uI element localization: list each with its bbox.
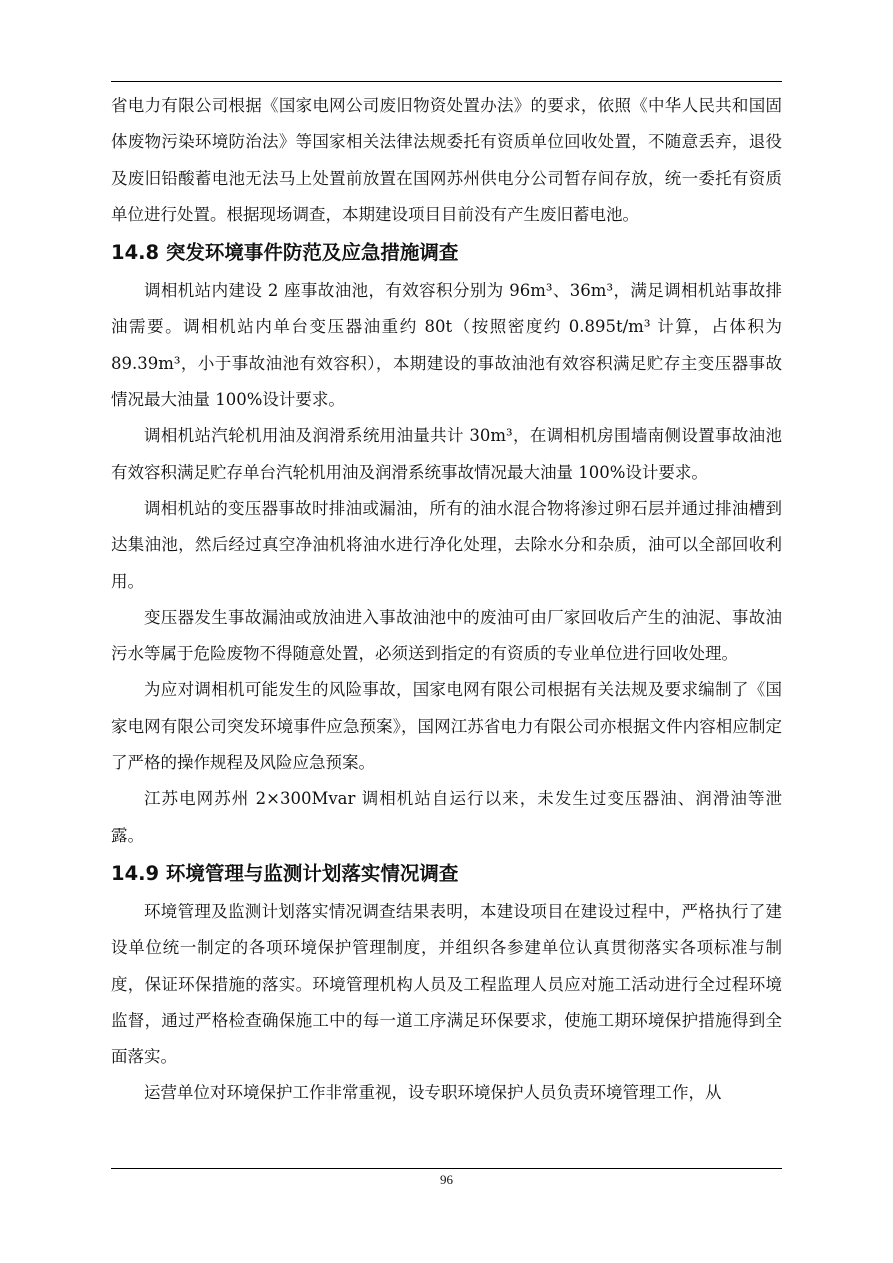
page-number: 96	[440, 1172, 453, 1187]
paragraph-env-management: 环境管理及监测计划落实情况调查结果表明，本建设项目在建设过程中，严格执行了建设单位统一制定的各项环境保护管理制度，并组织各参建单位认真贯彻落实各项标准与制度，保证环保措施的落实。环境管理机构人员及工程监理人员应对施工活动进行全过程环境监督，通过严格检查确保施工中的每一道工序满足环保要求，使施工期环境保护措施得到全面落实。	[111, 901, 782, 1067]
paragraph-no-leak-record: 江苏电网苏州 2×300Mvar 调相机站自运行以来，未发生过变压器油、润滑油等泄露。	[111, 789, 782, 845]
paragraph-accident-oil-pool: 调相机站内建设 2 座事故油池，有效容积分别为 96m³、36m³，满足调相机站事故排油需要。调相机站内单台变压器油重约 80t（按照密度约 0.895t/m³ 计算，占体积为 89.39m³，小于事故油池有效容积），本期建设的事故油池有效容积满足贮存主变压器事故情况最大油量 100%设计要求。	[111, 281, 782, 410]
paragraph-emergency-plan: 为应对调相机可能发生的风险事故，国家电网有限公司根据有关法规及要求编制了《国家电网有限公司突发环境事件应急预案》，国网江苏省电力有限公司亦根据文件内容相应制定了严格的操作规程及风险应急预案。	[111, 680, 782, 773]
paragraph-battery-disposal: 省电力有限公司根据《国家电网公司废旧物资处置办法》的要求，依照《中华人民共和国固体废物污染环境防治法》等国家相关法律法规委托有资质单位回收处置，不随意丢弃，退役及废旧铅酸蓄电池无法马上处置前放置在国网苏州供电分公司暂存间存放，统一委托有资质单位进行处置。根据现场调查，本期建设项目目前没有产生废旧蓄电池。	[111, 96, 782, 224]
section-heading-14-8: 14.8 突发环境事件防范及应急措施调查	[111, 241, 459, 265]
paragraph-hazardous-waste: 变压器发生事故漏油或放油进入事故油池中的废油可由厂家回收后产生的油泥、事故油污水等属于危险废物不得随意处置，必须送到指定的有资质的专业单位进行回收处理。	[111, 607, 782, 664]
footer-rule	[111, 1168, 782, 1169]
paragraph-oil-leak-handling: 调相机站的变压器事故时排油或漏油，所有的油水混合物将渗过卵石层并通过排油槽到达集油池，然后经过真空净油机将油水进行净化处理，去除水分和杂质，油可以全部回收利用。	[111, 498, 782, 591]
paragraph-turbine-oil: 调相机站汽轮机用油及润滑系统用油量共计 30m³，在调相机房围墙南侧设置事故油池有效容积满足贮存单台汽轮机用油及润滑系统事故情况最大油量 100%设计要求。	[111, 426, 782, 482]
page-body	[111, 88, 782, 1112]
paragraph-operator-env-work: 运营单位对环境保护工作非常重视，设专职环境保护人员负责环境管理工作，从	[144, 1083, 722, 1103]
section-heading-14-9: 14.9 环境管理与监测计划落实情况调查	[111, 861, 459, 885]
header-rule	[111, 81, 782, 82]
